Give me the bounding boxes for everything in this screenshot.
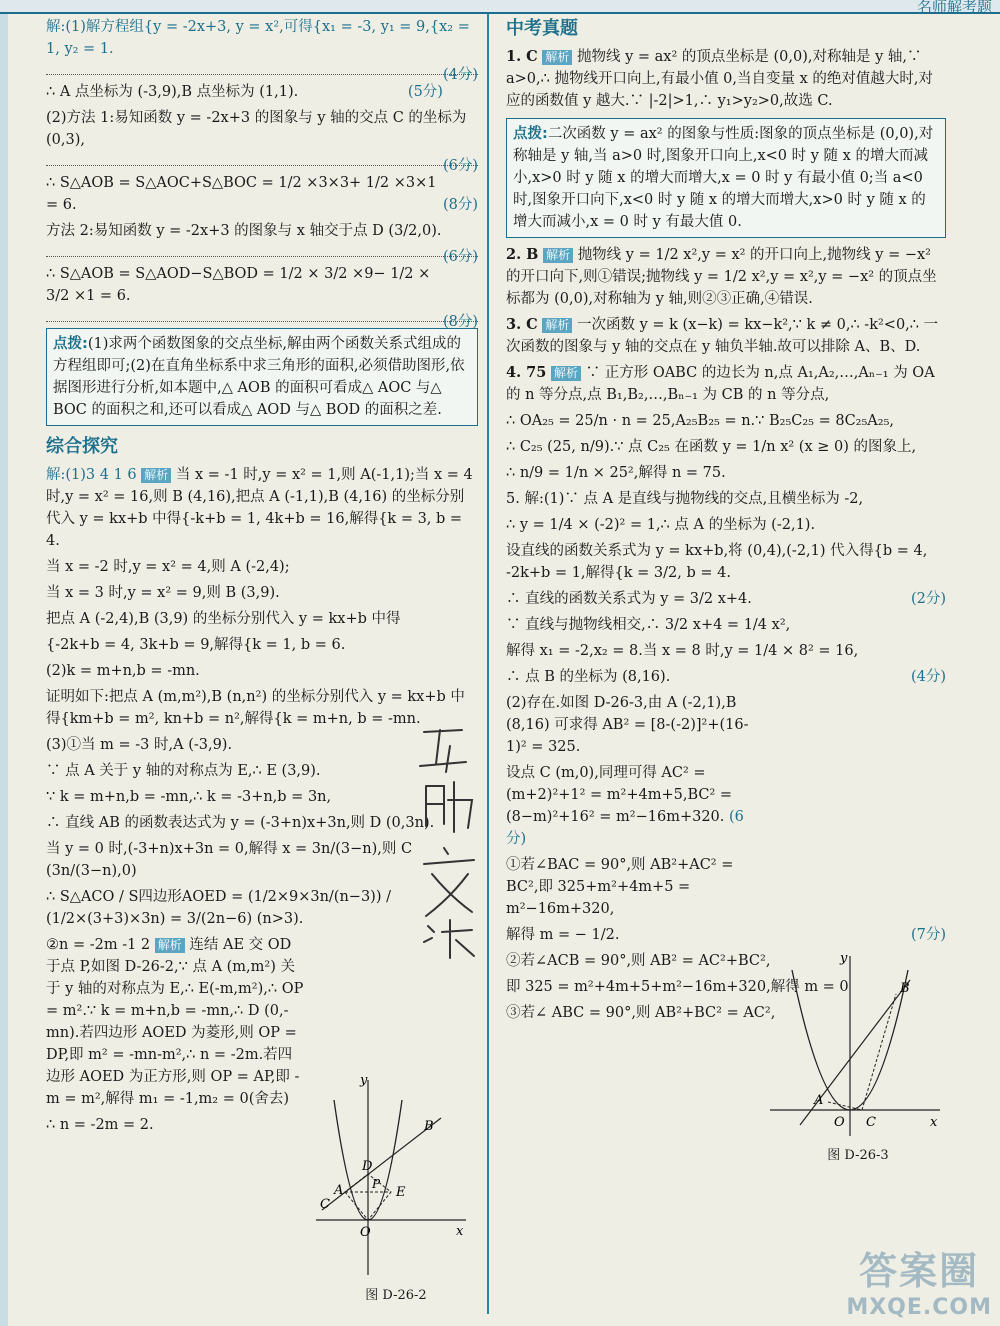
- label-y: y: [360, 1073, 368, 1088]
- answer-line: 设点 C (m,0),同理可得 AC² = (m+2)²+1² = m²+4m+5,BC² = (8−m)²+16² = m²−16m+320. (6分): [506, 765, 744, 847]
- label-y: y: [840, 951, 848, 966]
- score: (6分): [506, 809, 744, 847]
- answer-line: ∵ 直线与抛物线相交,∴ 3/2 x+4 = 1/4 x²,: [506, 617, 791, 633]
- watermark-text: 答案圈: [859, 1249, 980, 1293]
- solution-line: (3)①当 m = -3 时,A (-3,9).: [46, 737, 233, 753]
- answer-line: ∴ C₂₅ (25, n/9).∵ 点 C₂₅ 在函数 y = 1/n x² (x ≥ 0) 的图象上,: [506, 439, 917, 455]
- score: (6分): [442, 158, 478, 174]
- answer-line: 1. C 解析 抛物线 y = ax² 的顶点坐标是 (0,0),对称轴是 y 轴,∵ a>0,∴ 抛物线开口向上,有最小值 0,当自变量 x 的绝对值越大时,对应的函数值 y 越大.∵ |-2|>1,∴ y₁>y₂>0,故选 C.: [506, 48, 934, 109]
- answer-line: ∴ y = 1/4 × (-2)² = 1,∴ 点 A 的坐标为 (-2,1).: [506, 517, 816, 533]
- figure-caption: 图 D-26-2: [365, 1288, 427, 1303]
- handwriting-mark: [410, 720, 500, 960]
- watermark-url: MXQE.COM: [846, 1295, 992, 1320]
- tip-text: 二次函数 y = ax² 的图象与性质:图象的顶点坐标是 (0,0),对称轴是 y 轴,当 a>0 时,图象开口向上,x<0 时 y 随 x 的增大而减小,x>0 时 y 随 x 的增大而增大,x = 0 时 y 有最小值 0;当 a<0 时,图象开口向下,x<0 时 y 随 x 的增大而增大,x>0 时 y 随 x 的增大而减小,x = 0 时 y 有最大值 0.: [513, 126, 934, 230]
- solution-line: 方法 2:易知函数 y = -2x+3 的图象与 x 轴交于点 D (3/2,0).: [46, 223, 442, 239]
- solution-line: ∴ S△ACO / S四边形AOED = (1/2×9×3n/(n−3)) / (1/2×(3+3)×3n) = 3/(2n−6) (n>3).: [46, 889, 391, 927]
- answer-line: ∴ OA₂₅ = 25/n · n = 25,A₂₅B₂₅ = n.∵ B₂₅C₂₅ = 8C₂₅A₂₅,: [506, 413, 895, 429]
- part2-text: [506, 692, 756, 920]
- tip-heading: 点拨:: [53, 336, 88, 352]
- answer-line: 设直线的函数关系式为 y = kx+b,将 (0,4),(-2,1) 代入得{b = 4, -2k+b = 1,解得{k = 3/2, b = 4.: [506, 543, 928, 581]
- label-a: A: [814, 1093, 824, 1108]
- score: (5分): [407, 84, 443, 100]
- answer-line: 3. C 解析 一次函数 y = k (x−k) = kx−k²,∵ k ≠ 0,∴ -k²<0,∴ 一次函数的图象与 y 轴的交点在 y 轴负半轴.故可以排除 A、B、D.: [506, 316, 939, 355]
- column-divider: [487, 14, 489, 1314]
- score: (4分): [442, 67, 478, 83]
- section-heading: 综合探究: [46, 436, 118, 457]
- label-e: E: [396, 1185, 406, 1200]
- answer-line: 4. 75 解析 ∵ 正方形 OABC 的边长为 n,点 A₁,A₂,…,Aₙ₋₁ 为 OA 的 n 等分点,点 B₁,B₂,…,Bₙ₋₁ 为 CB 的 n 等分点,: [506, 364, 935, 403]
- answer-line: ∴ n/9 = 1/n × 25²,解得 n = 75.: [506, 465, 726, 481]
- parabola-figure: [770, 950, 946, 1140]
- answer-line: ②若∠ACB = 90°,则 AB² = AC²+BC²,: [506, 953, 771, 969]
- score: (8分): [442, 197, 478, 213]
- solution-line: ∴ S△AOB = S△AOC+S△BOC = 1/2 ×3×3+ 1/2 ×3×1 = 6. (8分): [46, 172, 478, 216]
- running-head: 名师解考题: [916, 0, 992, 16]
- solution-line: ∵ 点 A 关于 y 轴的对称点为 E,∴ E (3,9).: [46, 763, 321, 779]
- score: (4分): [910, 669, 946, 685]
- solution-line: ∴ S△AOB = S△AOD−S△BOD = 1/2 × 3/2 ×9− 1/2 × 3/2 ×1 = 6.: [46, 266, 431, 304]
- solution-line: ∴ A 点坐标为 (-3,9),B 点坐标为 (1,1). (5分): [46, 81, 478, 103]
- score: (6分): [442, 249, 478, 265]
- left-margin-bar: [0, 14, 8, 1326]
- tip-box: [506, 118, 946, 238]
- label-o: O: [834, 1115, 845, 1130]
- solution-line: 当 y = 0 时,(-3+n)x+3n = 0,解得 x = 3n/(3−n),则 C (3n/(3−n),0): [46, 841, 413, 879]
- solution-line: 把点 A (-2,4),B (3,9) 的坐标分别代入 y = kx+b 中得: [46, 611, 401, 627]
- analysis-tag: 解析: [551, 366, 581, 381]
- label-x: x: [456, 1224, 464, 1239]
- solution-line: (2)方法 1:易知函数 y = -2x+3 的图象与 y 轴的交点 C 的坐标为 (0,3),: [46, 110, 467, 148]
- right-column: [506, 16, 946, 1028]
- answer-line: ①若∠BAC = 90°,则 AB²+AC² = BC²,即 325+m²+4m+5 = m²−16m+320,: [506, 857, 734, 917]
- score: (2分): [910, 591, 946, 607]
- dotted-leader: [46, 246, 478, 265]
- solution-line: (2)k = m+n,b = -mn.: [46, 663, 200, 679]
- score: (8分): [442, 314, 478, 330]
- analysis-tag: 解析: [141, 468, 171, 483]
- analysis-tag: 解析: [155, 938, 185, 953]
- solution-line: ②n = -2m -1 2 解析 连结 AE 交 OD 于点 P,如图 D-26-2,∵ 点 A (m,m²) 关于 y 轴的对称点为 E,∴ E(-m,m²),∴ OP = m².∵ k = m+n,b = -mn,∴ D (0,-mn).若四边形 AOED 为菱形,则 OP = DP,即 m² = -mn-m²,∴ n = -2m.若四边形 AOED 为正方形,则 OP = AP,即 -m = m²,解得 m₁ = -1,m₂ = 0(舍去): [46, 937, 304, 1107]
- analysis-tag: 解析: [542, 318, 572, 333]
- section-heading: 中考真题: [506, 18, 578, 39]
- label-c: C: [320, 1197, 330, 1212]
- figure-caption: 图 D-26-3: [827, 1148, 889, 1163]
- dotted-leader: [46, 155, 478, 174]
- label-c: C: [866, 1115, 876, 1130]
- answer-line: ③若∠ ABC = 90°,则 AB²+BC² = AC²,: [506, 1005, 776, 1021]
- solution-line: ∵ k = m+n,b = -mn,∴ k = -3+n,b = 3n,: [46, 789, 332, 805]
- label-p: P: [372, 1177, 381, 1191]
- solution-line: 解:(1)3 4 1 6 解析 当 x = -1 时,y = x² = 1,则 A(-1,1);当 x = 4 时,y = x² = 16,则 B (4,16),把点 A (-1,1),B (4,16) 的坐标分别代入 y = kx+b 中得{-k+b = 1, 4k+b = 16,解得{k = 3, b = 4.: [46, 467, 473, 549]
- solution-line: 当 x = -2 时,y = x² = 4,则 A (-2,4);: [46, 559, 290, 575]
- parabola-figure: [316, 1070, 476, 1280]
- top-band: [0, 0, 1000, 14]
- tip-text: (1)求两个函数图象的交点坐标,解由两个函数关系式组成的方程组即可;(2)在直角坐标系中求三角形的面积,必须借助图形,依据图形进行分析,如本题中,△ AOB 的面积可看成△ AOC 与△ BOC 的面积之和,还可以看成△ AOD 与△ BOD 的面积之差.: [53, 336, 465, 418]
- solution-line: 证明如下:把点 A (m,m²),B (n,n²) 的坐标分别代入 y = kx+b 中得{km+b = m², kn+b = n²,解得{k = m+n, b = -mn.: [46, 689, 465, 727]
- tip-heading: 点拨:: [513, 126, 548, 142]
- answer-line: 解得 m = − 1/2. (7分): [506, 924, 946, 946]
- label-b: B: [900, 981, 910, 996]
- answer-line: 2. B 解析 抛物线 y = 1/2 x²,y = x² 的开口向上,抛物线 y = −x² 的开口向下,则①错误;抛物线 y = 1/2 x²,y = x²,y = −x² 的顶点坐标都为 (0,0),对称轴为 y 轴,则②③正确,④错误.: [506, 246, 937, 307]
- analysis-tag: 解析: [543, 248, 573, 263]
- solution-line: {-2k+b = 4, 3k+b = 9,解得{k = 1, b = 6.: [46, 637, 346, 653]
- label-d: D: [362, 1159, 373, 1174]
- label-x: x: [930, 1115, 938, 1130]
- watermark: [846, 1240, 992, 1320]
- answer-line: 5. 解:(1)∵ 点 A 是直线与抛物线的交点,且横坐标为 -2,: [506, 491, 864, 507]
- left-column: [46, 16, 478, 1140]
- segment-bc: [862, 994, 896, 1110]
- solution-line: ∴ n = -2m = 2.: [46, 1117, 154, 1133]
- tip-box: [46, 328, 478, 426]
- score: (7分): [910, 927, 946, 943]
- label-b: B: [424, 1119, 434, 1134]
- figure-d-26-2: [316, 1070, 476, 1305]
- dotted-leader: [46, 311, 478, 330]
- answer-line: ∴ 直线的函数关系式为 y = 3/2 x+4. (2分): [506, 588, 946, 610]
- label-a: A: [334, 1183, 344, 1198]
- answer-line: 解得 x₁ = -2,x₂ = 8.当 x = 8 时,y = 1/4 × 8² = 16,: [506, 643, 859, 659]
- analysis-tag: 解析: [542, 50, 572, 65]
- label-o: O: [360, 1225, 371, 1240]
- answer-line: 即 325 = m²+4m+5+m²−16m+320,解得 m = 0: [506, 979, 849, 995]
- answer-line: ∴ 点 B 的坐标为 (8,16). (4分): [506, 666, 946, 688]
- answer-line: (2)存在.如图 D-26-3,由 A (-2,1),B (8,16) 可求得 AB² = [8-(-2)]²+(16-1)² = 325.: [506, 695, 749, 755]
- dotted-leader: [46, 64, 478, 83]
- solution-line: 解:(1)解方程组{y = -2x+3, y = x²,可得{x₁ = -3, y₁ = 9,{x₂ = 1, y₂ = 1.: [46, 19, 470, 57]
- solution-line: 当 x = 3 时,y = x² = 9,则 B (3,9).: [46, 585, 280, 601]
- solution-line: ∴ 直线 AB 的函数表达式为 y = (-3+n)x+3n,则 D (0,3n).: [46, 815, 435, 831]
- figure-d-26-3: [770, 950, 946, 1170]
